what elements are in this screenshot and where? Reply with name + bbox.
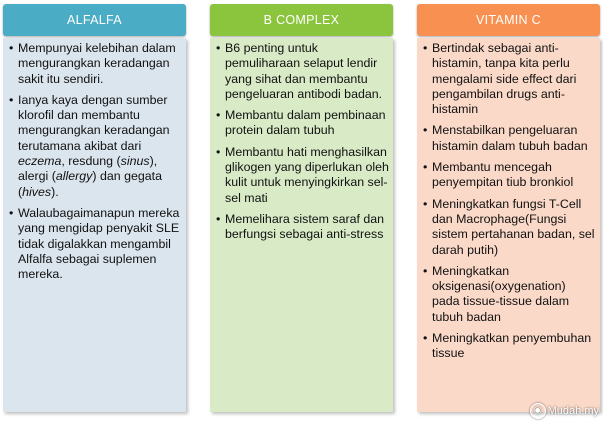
bcomplex-column (210, 0, 393, 412)
alfalfa-header: ALFALFA (3, 4, 186, 36)
alfalfa-item-2: • Ianya kaya dengan sumber klorofil dan membantu mengurangkan keradangan terutamana akibat dari eczema, resdung (sinus), alergi (allergy) dan gegata (hives). (9, 93, 182, 200)
vitamin-c-item-4: • Meningkatkan fungsi T-Cell dan Macrophage(Fungsi sistem pertahanan badan, sel darah putih) (423, 197, 596, 258)
vitamin-c-item-2: • Menstabilkan pengeluaran histamin dalam tubuh badan (423, 123, 596, 154)
bcomplex-item-4: • Memelihara sistem saraf dan berfungsi sebagai anti-stress (216, 212, 389, 243)
alfalfa-column (3, 0, 186, 412)
bcomplex-item-1: • B6 penting untuk pemuliharaan selaput lendir yang sihat dan membantu pengeluaran antibodi badan. (216, 41, 389, 102)
vitamin-c-list (423, 41, 596, 362)
vitamin-c-column (417, 0, 600, 412)
alfalfa-panel (3, 38, 186, 412)
bcomplex-item-3: • Membantu hati menghasilkan glikogen yang diperlukan oleh kulit untuk menyingkirkan sel-sel mati (216, 145, 389, 206)
bcomplex-item-2: • Membantu dalam pembinaan protein dalam tubuh (216, 108, 389, 139)
vitamin-c-header: VITAMIN C (417, 4, 600, 36)
alfalfa-item-3: • Walaubagaimanapun mereka yang mengidap penyakit SLE tidak digalakkan mengambil Alfalfa sebagai suplemen mereka. (9, 206, 182, 282)
vitamin-c-item-5: • Meningkatkan oksigenasi(oxygenation) pada tissue-tissue dalam tubuh badan (423, 264, 596, 325)
watermark-text: Mudah.my (547, 405, 599, 417)
bcomplex-list (216, 41, 389, 243)
watermark (530, 403, 599, 419)
vitamin-c-panel (417, 38, 600, 412)
bcomplex-panel (210, 38, 393, 412)
alfalfa-item-1: • Mempunyai kelebihan dalam mengurangkan keradangan sakit itu sendiri. (9, 41, 182, 87)
bcomplex-header: B COMPLEX (210, 4, 393, 36)
vitamin-c-item-3: • Membantu mencegah penyempitan tiub bronkiol (423, 160, 596, 191)
alfalfa-list (9, 41, 182, 282)
vitamin-c-item-1: • Bertindak sebagai anti-histamin, tanpa kita perlu mengalami side effect dari pengambilan drugs anti-histamin (423, 41, 596, 117)
vitamin-c-item-6: • Meningkatkan penyembuhan tissue (423, 331, 596, 362)
camera-icon: ◉ (530, 403, 546, 419)
